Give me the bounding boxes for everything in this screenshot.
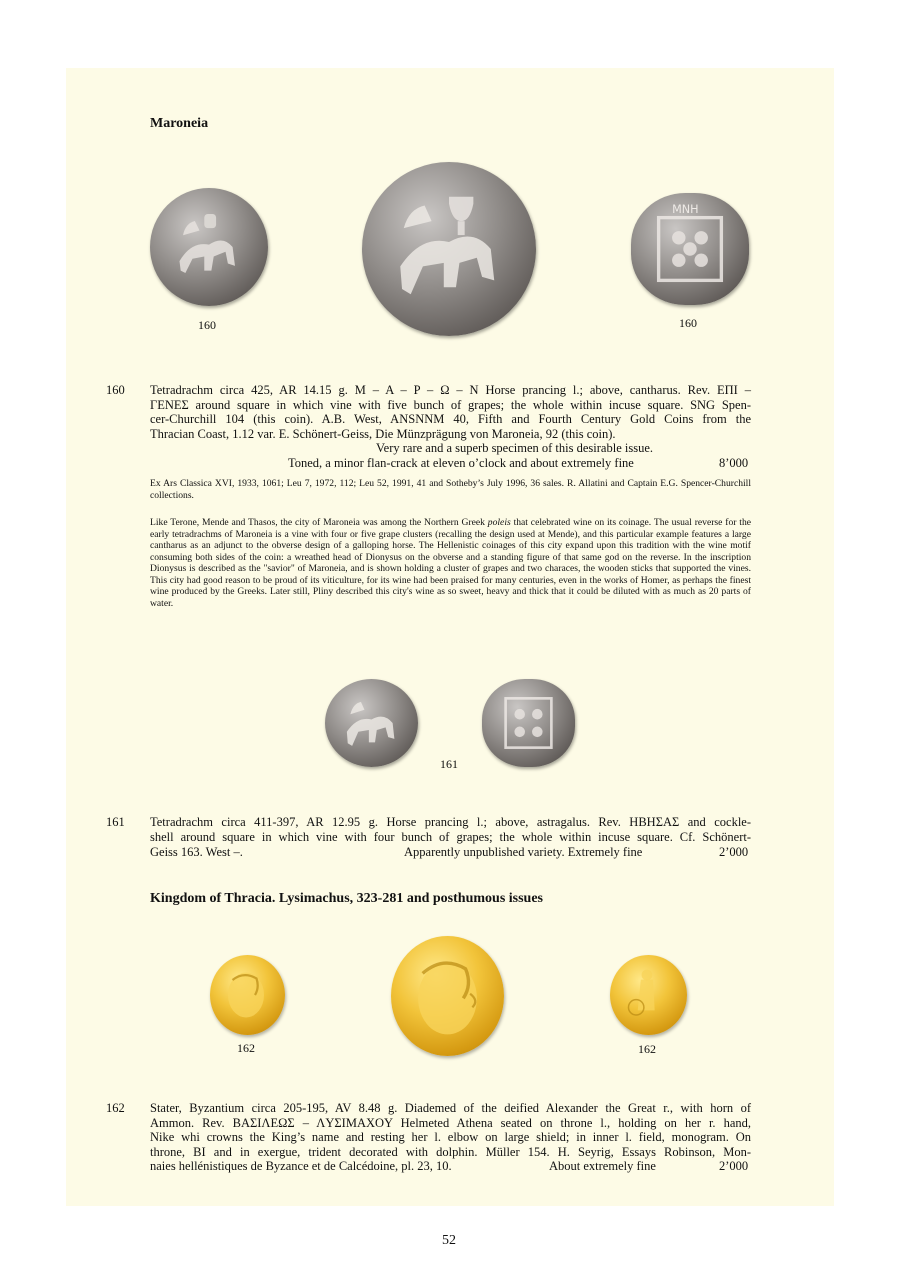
lot-number-160: 160	[106, 383, 125, 397]
lot-161-estimate: 2’000	[719, 845, 749, 859]
plate-label-162-left: 162	[237, 1041, 255, 1055]
lot-160-provenance: Ex Ars Classica XVI, 1933, 1061; Leu 7, 1972, 112; Leu 52, 1991, 41 and Sotheby’s July 1996, 36 sales. R. Allatini and Captain E.G. Spencer-Churchill collections.	[150, 478, 751, 501]
lot-161-line-1: Tetradrachm circa 411-397, AR 12.95 g. Horse prancing l.; above, astragalus. Rev. HBHΣAΣ and cockle-	[150, 815, 751, 829]
lot-160-grade: Toned, a minor flan-crack at eleven o’clock and about extremely fine	[288, 456, 634, 470]
lot-160-line-1: Tetradrachm circa 425, AR 14.15 g. M – A – P – Ω – N Horse prancing l.; above, cantharus. Rev. EΠI –	[150, 383, 751, 397]
svg-text:ΜΝΗ: ΜΝΗ	[672, 203, 699, 217]
coin-160-obverse-small-image	[150, 188, 268, 306]
lot-162-grade: About extremely fine	[549, 1159, 656, 1173]
plate-label-161: 161	[440, 757, 458, 771]
lot-162-line-3: Nike whi crowns the King’s name and resting her l. elbow on large shield; in inner l. field, monogram. On	[150, 1130, 751, 1145]
plate-label-160-right: 160	[679, 316, 697, 330]
coin-160-reverse-image	[631, 193, 749, 305]
lot-160-estimate: 8’000	[719, 456, 749, 470]
coin-160-obverse-enlarged-image	[362, 162, 536, 336]
lot-162-description	[150, 1101, 751, 1159]
plate-label-160-left: 160	[198, 318, 216, 332]
lot-160-rarity: Very rare and a superb specimen of this desirable issue.	[376, 441, 653, 455]
note-text-2: that celebrated wine on its coinage. The usual reverse for the early tetradrachms of Maroneia is a vine with four or five grape clusters (recalling the design used at Mende), and this particular example features a large cantharus as an adjunct to the obverse design of a galloping horse. The Hellenistic coinages of this city expand upon this tradition with the wine motif consuming both sides of the coin: a wreathed head of Dionysus on the obverse and a standing figure of that same god on the reverse. In the inscription Dionysus is described as the "savior" of Maroneia, and is shown holding a cluster of grapes and two characes, the wooden sticks that supported the vines. This city had good reason to be proud of its viticulture, for its wine had been praised for many centuries, even in the works of Homer, as perhaps the finest wine produced by the Greeks. Later still, Pliny described this city's wine as so sweet, heavy and thick that it could be diluted with as much as 20 parts of water.	[150, 517, 752, 609]
lot-160-description	[150, 383, 751, 441]
page-number: 52	[442, 1233, 456, 1248]
coin-161-reverse-image	[482, 679, 575, 767]
lot-162-line-1: Stater, Byzantium circa 205-195, AV 8.48 g. Diademed of the deified Alexander the Great r., with horn of	[150, 1101, 751, 1115]
lot-162-estimate: 2’000	[719, 1159, 749, 1173]
lot-161-line-2: shell around square in which vine with four bunch of grapes; the whole within incuse square. Cf. Schönert-	[150, 829, 751, 844]
lot-161-description	[150, 815, 751, 844]
lot-160-line-4: Thracian Coast, 1.12 var. E. Schönert-Geiss, Die Münzprägung von Maroneia, 92 (this coin).	[150, 426, 616, 441]
note-text-1: Like Terone, Mende and Thasos, the city of Maroneia was among the Northern Greek	[150, 517, 488, 528]
lot-number-162: 162	[106, 1101, 125, 1115]
lot-161-grade: Apparently unpublished variety. Extremely fine	[404, 845, 643, 859]
coin-162-reverse-image	[610, 955, 687, 1035]
coin-162-obverse-small-image	[210, 955, 285, 1035]
coin-162-obverse-enlarged-image	[391, 936, 504, 1056]
lot-162-line-2: Ammon. Rev. BAΣIΛEΩΣ – ΛYΣIMAXOY Helmeted Athena seated on throne l., holding on her r. hand,	[150, 1115, 751, 1130]
lot-160-line-3: cer-Churchill 104 (this coin). A.B. West, ANSNNM 40, Fifth and Fourth Century Gold Coins from the	[150, 412, 751, 427]
lot-162-reference: naies hellénistiques de Byzance et de Calcédoine, pl. 23, 10.	[150, 1159, 452, 1173]
lot-162-line-4: throne, BI and in exergue, trident decorated with dolphin. Müller 154. H. Seyrig, Essays Robinson, Mon-	[150, 1144, 751, 1159]
note-text-italic: poleis	[487, 517, 511, 528]
plate-label-162-right: 162	[638, 1042, 656, 1056]
lot-161-reference: Geiss 163. West –.	[150, 845, 243, 859]
section-heading-maroneia: Maroneia	[150, 116, 209, 131]
section-heading-thracia: Kingdom of Thracia. Lysimachus, 323-281 and posthumous issues	[150, 891, 543, 906]
lot-160-line-2: ΓENEΣ around square in which vine with five bunch of grapes; the whole within incuse square. SNG Spen-	[150, 397, 751, 412]
coin-161-obverse-image	[325, 679, 418, 767]
lot-number-161: 161	[106, 815, 125, 829]
lot-160-historical-note	[150, 517, 751, 609]
